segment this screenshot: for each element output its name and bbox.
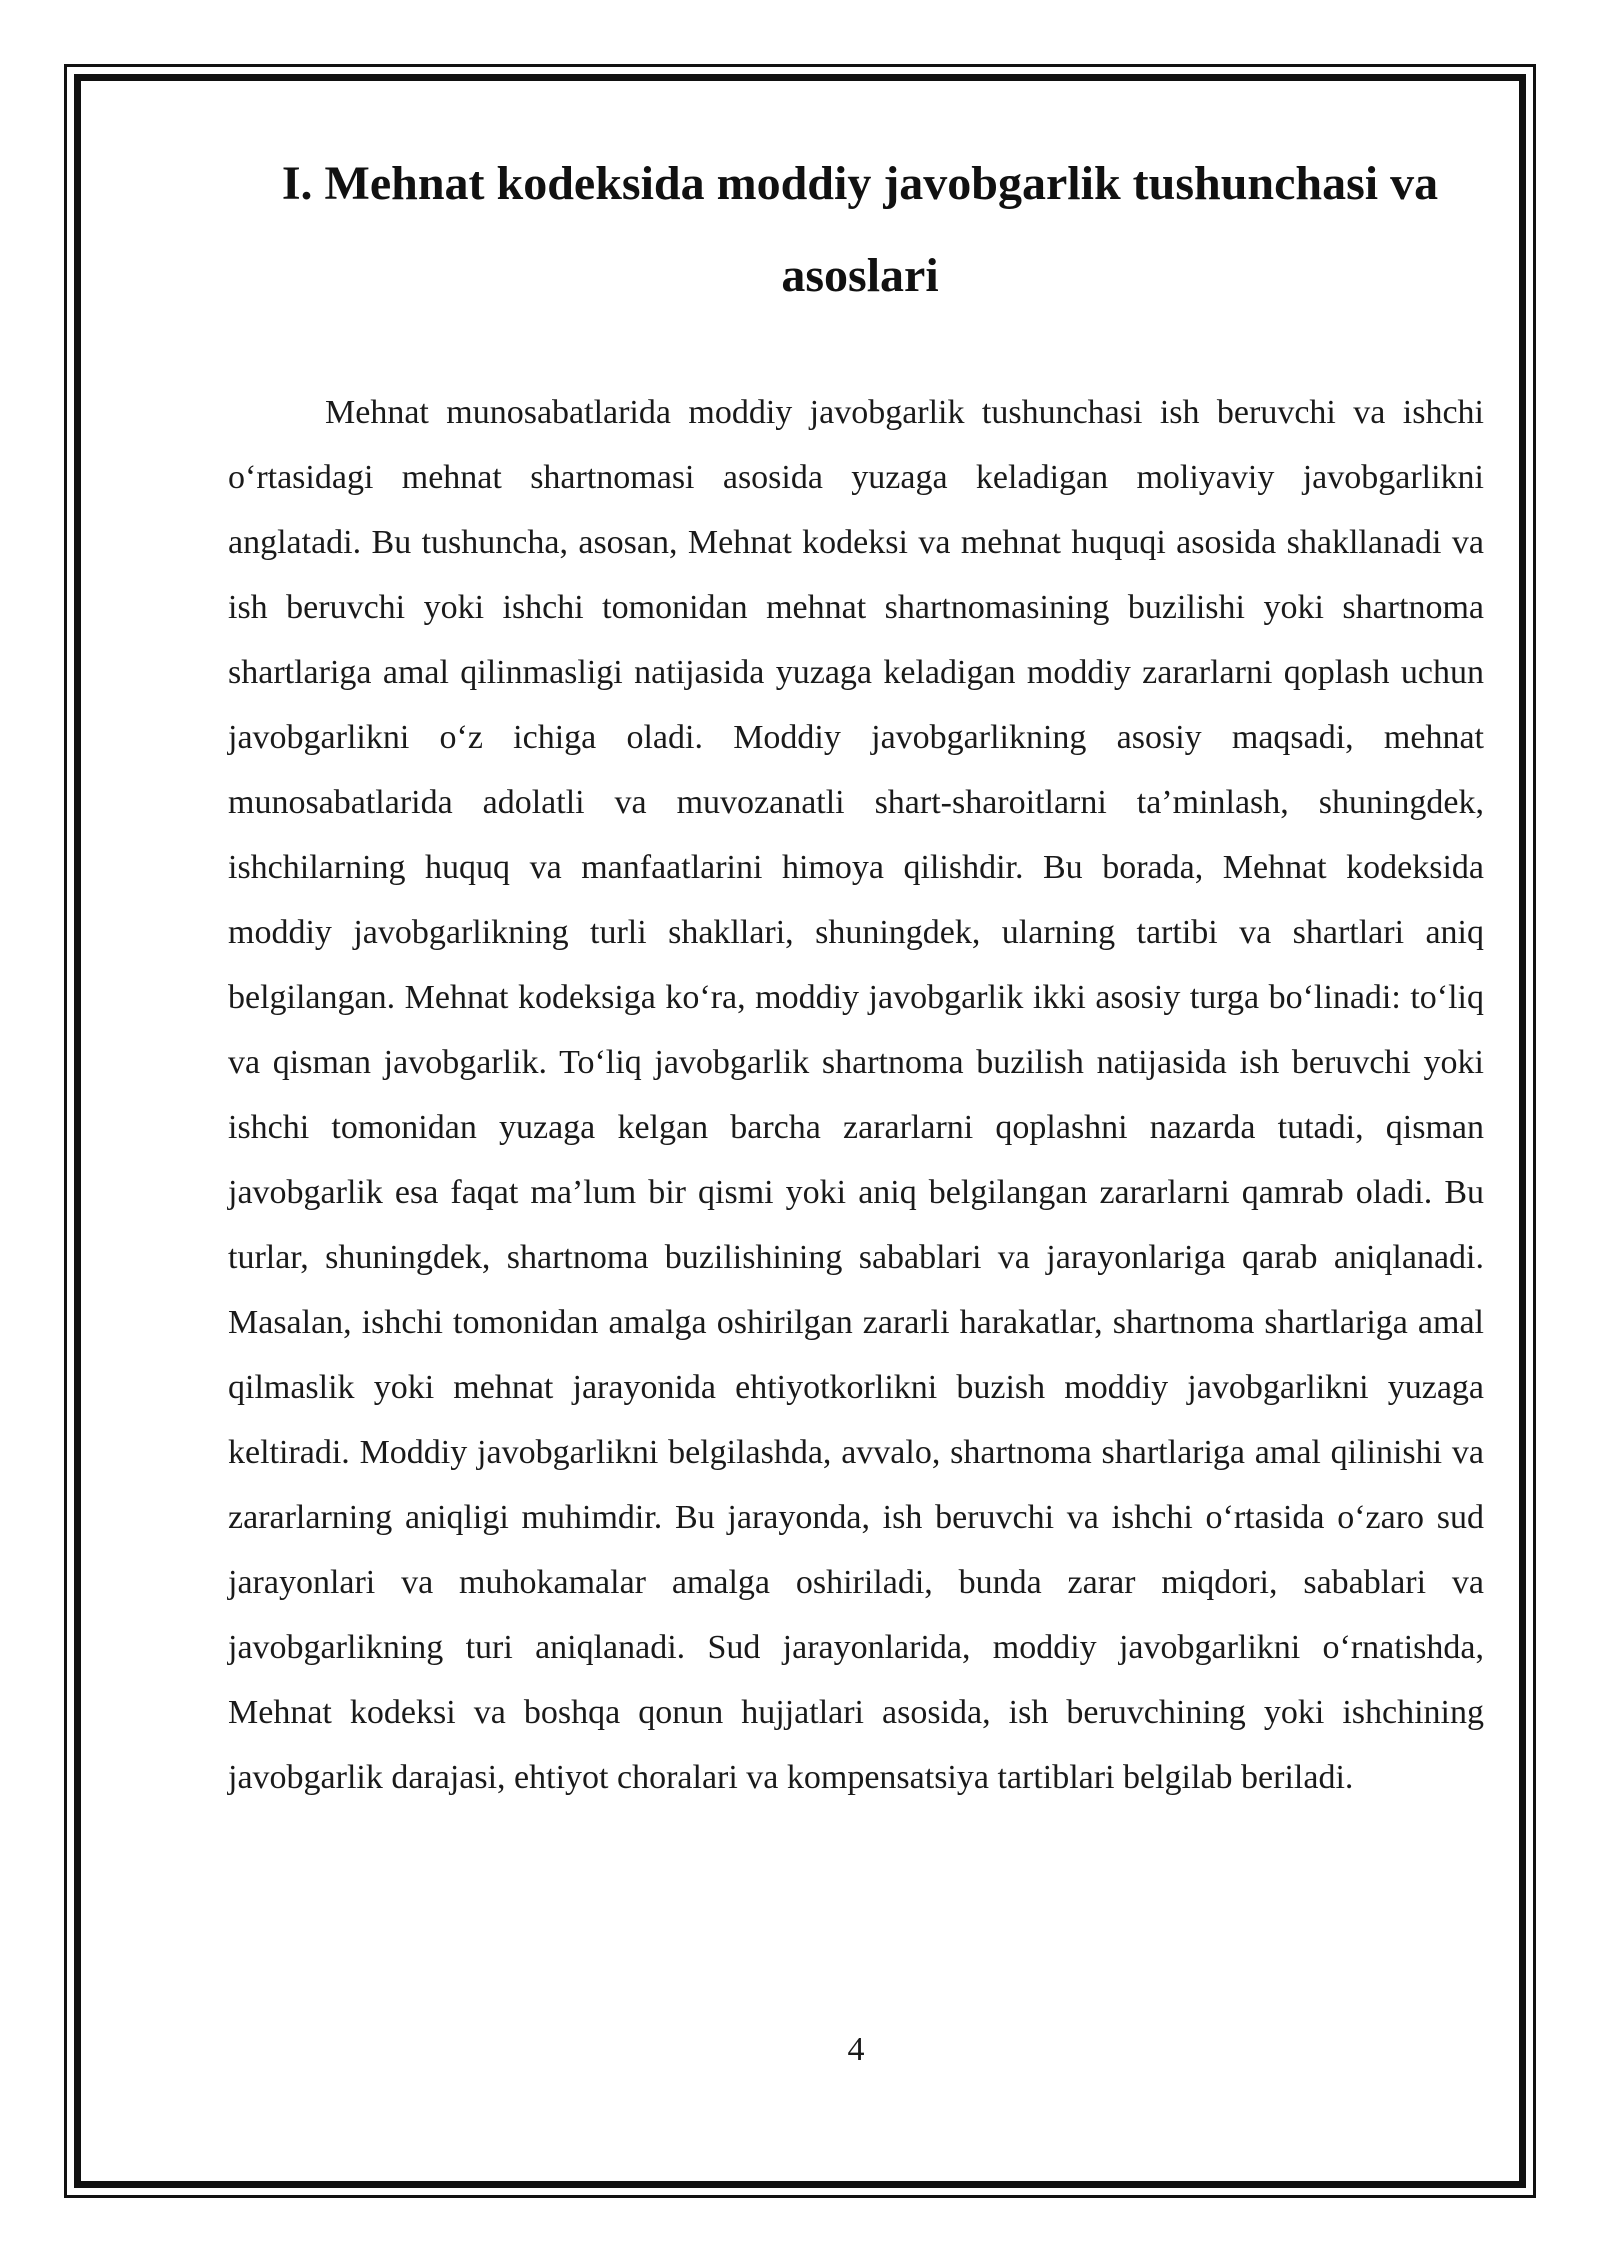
page-number: 4 [847, 2031, 865, 2068]
page-title: I. Mehnat kodeksida moddiy javobgarlik tushunchasi va asoslari [281, 157, 1439, 302]
body-paragraph: Mehnat munosabatlarida moddiy javobgarlik tushunchasi ish beruvchi va ishchi o‘rtasidagi mehnat shartnomasi asosida yuzaga keladigan moliyaviy javobgarlikni anglatadi. Bu tushuncha, asosan, Mehnat kodeksi va mehnat huquqi asosida shakllanadi va ish beruvchi yoki ishchi tomonidan mehnat shartnomasining buzilishi yoki shartnoma shartlariga amal qilinmasligi natijasida yuzaga keladigan moddiy zararlarni qoplash uchun javobgarlikni o‘z ichiga oladi. Moddiy javobgarlikning asosiy maqsadi, mehnat munosabatlarida adolatli va muvozanatli shart-sharoitlarni ta’minlash, shuningdek, ishchilarning huquq va manfaatlarini himoya qilishdir. Bu borada, Mehnat kodeksida moddiy javobgarlikning turli shakllari, shuningdek, ularning tartibi va shartlari aniq belgilangan. Mehnat kodeksiga ko‘ra, moddiy javobgarlik ikki asosiy turga bo‘linadi: to‘liq va qisman javobgarlik. To‘liq javobgarlik shartnoma buzilish natijasida ish beruvchi yoki ishchi tomonidan yuzaga kelgan barcha zararlarni qoplashni nazarda tutadi, qisman javobgarlik esa faqat ma’lum bir qismi yoki aniq belgilangan zararlarni qamrab oladi. Bu turlar, shuningdek, shartnoma buzilishining sabablari va jarayonlariga qarab aniqlanadi. Masalan, ishchi tomonidan amalga oshirilgan zararli harakatlar, shartnoma shartlariga amal qilmaslik yoki mehnat jarayonida ehtiyotkorlikni buzish moddiy javobgarlikni yuzaga keltiradi. Moddiy javobgarlikni belgilashda, avvalo, shartnoma shartlariga amal qilinishi va zararlarning aniqligi muhimdir. Bu jarayonda, ish beruvchi va ishchi o‘rtasida o‘zaro sud jarayonlari va muhokamalar amalga oshiriladi, bunda zarar miqdori, sabablari va javobgarlikning turi aniqlanadi. Sud jarayonlarida, moddiy javobgarlikni o‘rnatishda, Mehnat kodeksi va boshqa qonun hujjatlari asosida, ish beruvchining yoki ishchining javobgarlik darajasi, ehtiyot choralari va kompensatsiya tartiblari belgilab beriladi. [228, 394, 1484, 1796]
